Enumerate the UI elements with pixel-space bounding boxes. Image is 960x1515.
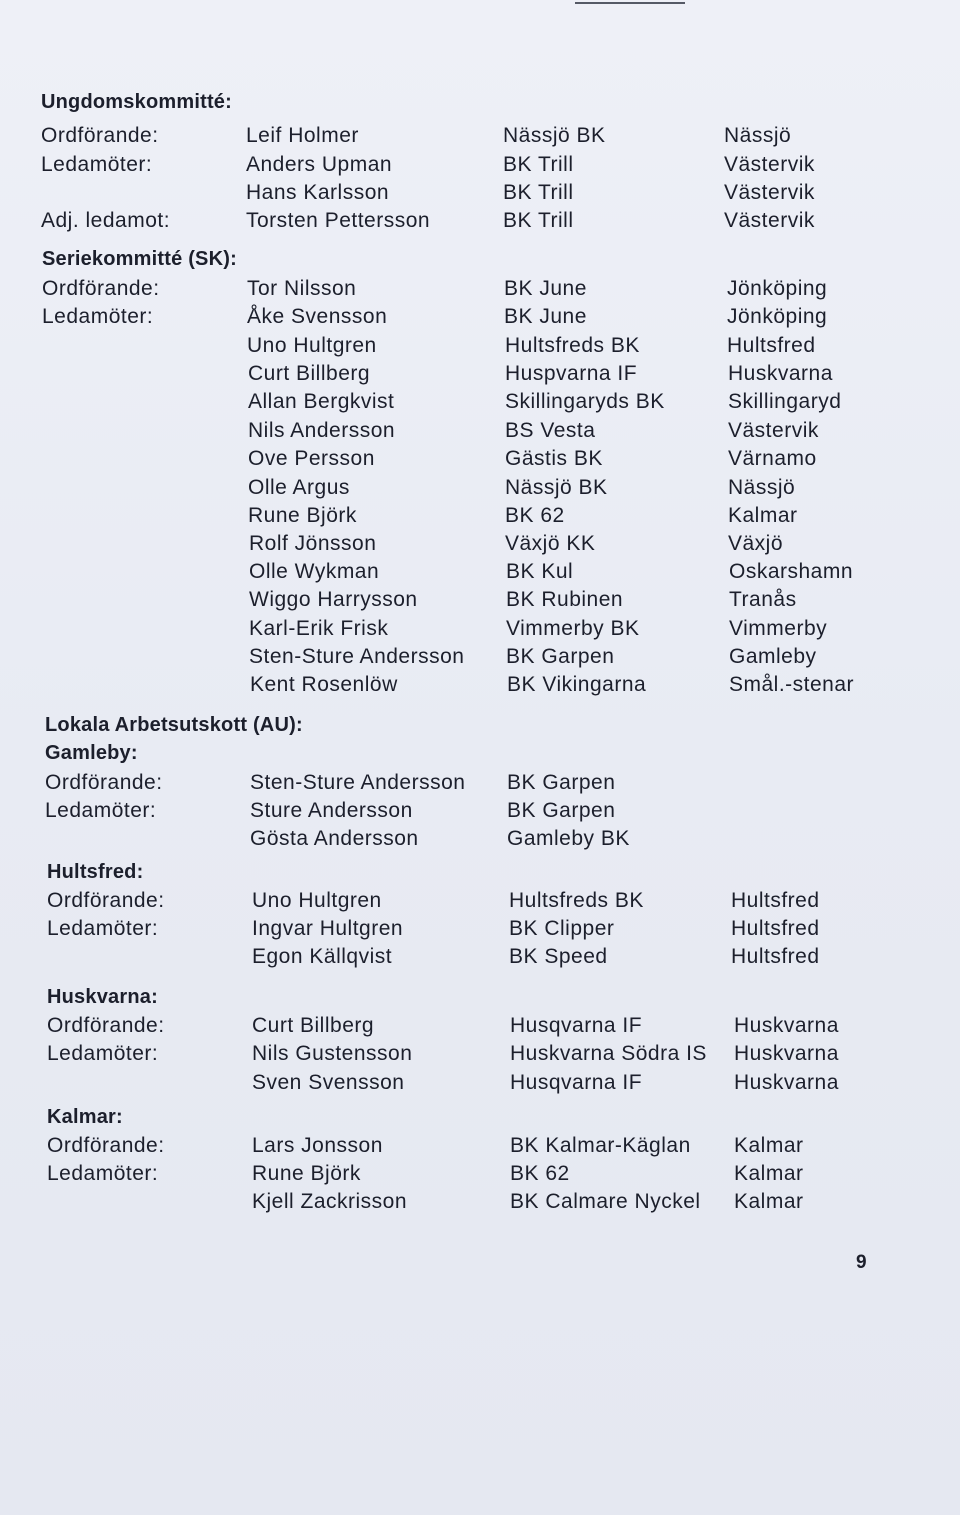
heading-kalmar: Kalmar: bbox=[47, 1106, 123, 1128]
name-cell: Tor Nilsson bbox=[247, 277, 357, 300]
table-row bbox=[0, 275, 960, 303]
table-row bbox=[0, 474, 960, 502]
name-cell: Torsten Pettersson bbox=[246, 209, 431, 232]
club-cell: Huskvarna Södra IS bbox=[510, 1042, 707, 1065]
club-cell: BK Calmare Nyckel bbox=[510, 1190, 701, 1213]
heading-hultsfred: Hultsfred: bbox=[47, 861, 144, 883]
table-row bbox=[0, 769, 960, 797]
name-cell: Allan Bergkvist bbox=[248, 390, 395, 413]
role-cell: Ledamöter: bbox=[41, 153, 153, 176]
name-cell: Wiggo Harrysson bbox=[249, 588, 418, 611]
club-cell: Husqvarna IF bbox=[510, 1071, 643, 1094]
city-cell: Kalmar bbox=[734, 1162, 804, 1185]
name-cell: Uno Hultgren bbox=[252, 889, 382, 912]
heading-lokala-arbetsutskott: Lokala Arbetsutskott (AU): bbox=[45, 714, 303, 736]
table-row bbox=[0, 643, 960, 671]
club-cell: Husqvarna IF bbox=[510, 1014, 643, 1037]
club-cell: BK 62 bbox=[505, 504, 565, 527]
club-cell: BK Trill bbox=[503, 153, 574, 176]
table-row bbox=[0, 1069, 960, 1097]
city-cell: Värnamo bbox=[728, 447, 817, 470]
name-cell: Kjell Zackrisson bbox=[252, 1190, 408, 1213]
city-cell: Oskarshamn bbox=[729, 560, 854, 583]
city-cell: Västervik bbox=[728, 419, 819, 442]
club-cell: BK Kalmar-Käglan bbox=[510, 1134, 691, 1157]
club-cell: BK Garpen bbox=[506, 645, 615, 668]
table-row bbox=[0, 797, 960, 825]
table-row bbox=[0, 887, 960, 915]
club-cell: BK Garpen bbox=[507, 771, 616, 794]
city-cell: Kalmar bbox=[734, 1190, 804, 1213]
club-cell: BK Rubinen bbox=[506, 588, 624, 611]
city-cell: Nässjö bbox=[724, 124, 792, 147]
club-cell: BK Clipper bbox=[509, 917, 615, 940]
name-cell: Uno Hultgren bbox=[247, 334, 377, 357]
table-row bbox=[0, 151, 960, 179]
city-cell: Hultsfred bbox=[731, 889, 820, 912]
city-cell: Tranås bbox=[729, 588, 797, 611]
city-cell: Skillingaryd bbox=[728, 390, 842, 413]
city-cell: Hultsfred bbox=[727, 334, 816, 357]
name-cell: Curt Billberg bbox=[248, 362, 371, 385]
role-cell: Ledamöter: bbox=[45, 799, 157, 822]
name-cell: Leif Holmer bbox=[246, 124, 359, 147]
club-cell: Gamleby BK bbox=[507, 827, 630, 850]
club-cell: BK Vikingarna bbox=[507, 673, 647, 696]
name-cell: Egon Källqvist bbox=[252, 945, 393, 968]
city-cell: Nässjö bbox=[728, 476, 796, 499]
name-cell: Sven Svensson bbox=[252, 1071, 405, 1094]
table-row bbox=[0, 207, 960, 235]
table-row bbox=[0, 179, 960, 207]
city-cell: Västervik bbox=[724, 209, 815, 232]
club-cell: Gästis BK bbox=[505, 447, 603, 470]
city-cell: Smål.-stenar bbox=[729, 673, 855, 696]
club-cell: BK 62 bbox=[510, 1162, 570, 1185]
role-cell: Ledamöter: bbox=[42, 305, 154, 328]
city-cell: Kalmar bbox=[734, 1134, 804, 1157]
table-row bbox=[0, 417, 960, 445]
city-cell: Huskvarna bbox=[728, 362, 833, 385]
table-row bbox=[0, 360, 960, 388]
club-cell: BK June bbox=[504, 305, 587, 328]
role-cell: Ordförande: bbox=[41, 124, 159, 147]
club-cell: BK Garpen bbox=[507, 799, 616, 822]
name-cell: Sten-Sture Andersson bbox=[249, 645, 465, 668]
city-cell: Huskvarna bbox=[734, 1071, 839, 1094]
role-cell: Adj. ledamot: bbox=[41, 209, 171, 232]
name-cell: Sten-Sture Andersson bbox=[250, 771, 466, 794]
city-cell: Jönköping bbox=[727, 305, 828, 328]
club-cell: BS Vesta bbox=[505, 419, 596, 442]
table-row bbox=[0, 1188, 960, 1216]
club-cell: BK Speed bbox=[509, 945, 608, 968]
club-cell: BK Kul bbox=[506, 560, 574, 583]
table-row bbox=[0, 615, 960, 643]
role-cell: Ledamöter: bbox=[47, 1042, 159, 1065]
club-cell: Hultsfreds BK bbox=[505, 334, 640, 357]
table-row bbox=[0, 586, 960, 614]
name-cell: Sture Andersson bbox=[250, 799, 413, 822]
club-cell: BK Trill bbox=[503, 209, 574, 232]
heading-ungdomskommitte: Ungdomskommitté: bbox=[41, 91, 232, 113]
table-row bbox=[0, 1132, 960, 1160]
club-cell: Vimmerby BK bbox=[506, 617, 640, 640]
table-row bbox=[0, 388, 960, 416]
table-row bbox=[0, 943, 960, 971]
name-cell: Rune Björk bbox=[248, 504, 357, 527]
name-cell: Rolf Jönsson bbox=[249, 532, 377, 555]
club-cell: Hultsfreds BK bbox=[509, 889, 644, 912]
name-cell: Nils Andersson bbox=[248, 419, 396, 442]
city-cell: Växjö bbox=[728, 532, 784, 555]
city-cell: Västervik bbox=[724, 181, 815, 204]
city-cell: Huskvarna bbox=[734, 1014, 839, 1037]
name-cell: Lars Jonsson bbox=[252, 1134, 383, 1157]
table-row bbox=[0, 530, 960, 558]
club-cell: Nässjö BK bbox=[503, 124, 606, 147]
club-cell: Huspvarna IF bbox=[505, 362, 638, 385]
club-cell: BK June bbox=[504, 277, 587, 300]
role-cell: Ordförande: bbox=[47, 1134, 165, 1157]
city-cell: Gamleby bbox=[729, 645, 817, 668]
role-cell: Ordförande: bbox=[42, 277, 160, 300]
name-cell: Kent Rosenlöw bbox=[250, 673, 398, 696]
city-cell: Huskvarna bbox=[734, 1042, 839, 1065]
table-row bbox=[0, 671, 960, 699]
table-row bbox=[0, 122, 960, 150]
table-row bbox=[0, 558, 960, 586]
club-cell: Växjö KK bbox=[505, 532, 596, 555]
club-cell: BK Trill bbox=[503, 181, 574, 204]
city-cell: Hultsfred bbox=[731, 917, 820, 940]
name-cell: Olle Argus bbox=[248, 476, 350, 499]
table-row bbox=[0, 303, 960, 331]
heading-gamleby: Gamleby: bbox=[45, 742, 138, 764]
city-cell: Jönköping bbox=[727, 277, 828, 300]
name-cell: Nils Gustensson bbox=[252, 1042, 413, 1065]
role-cell: Ordförande: bbox=[47, 889, 165, 912]
name-cell: Åke Svensson bbox=[247, 305, 388, 328]
name-cell: Rune Björk bbox=[252, 1162, 361, 1185]
club-cell: Skillingaryds BK bbox=[505, 390, 665, 413]
name-cell: Olle Wykman bbox=[249, 560, 380, 583]
table-row bbox=[0, 915, 960, 943]
club-cell: Nässjö BK bbox=[505, 476, 608, 499]
table-row bbox=[0, 1160, 960, 1188]
city-cell: Vimmerby bbox=[729, 617, 828, 640]
role-cell: Ordförande: bbox=[47, 1014, 165, 1037]
heading-huskvarna: Huskvarna: bbox=[47, 986, 158, 1008]
role-cell: Ledamöter: bbox=[47, 1162, 159, 1185]
name-cell: Ingvar Hultgren bbox=[252, 917, 404, 940]
role-cell: Ledamöter: bbox=[47, 917, 159, 940]
name-cell: Anders Upman bbox=[246, 153, 393, 176]
table-row bbox=[0, 1012, 960, 1040]
top-rule bbox=[575, 2, 685, 4]
name-cell: Karl-Erik Frisk bbox=[249, 617, 389, 640]
name-cell: Hans Karlsson bbox=[246, 181, 390, 204]
table-row bbox=[0, 825, 960, 853]
city-cell: Kalmar bbox=[728, 504, 798, 527]
table-row bbox=[0, 502, 960, 530]
role-cell: Ordförande: bbox=[45, 771, 163, 794]
name-cell: Gösta Andersson bbox=[250, 827, 419, 850]
name-cell: Ove Persson bbox=[248, 447, 375, 470]
table-row bbox=[0, 332, 960, 360]
city-cell: Västervik bbox=[724, 153, 815, 176]
page-number: 9 bbox=[856, 1252, 867, 1273]
name-cell: Curt Billberg bbox=[252, 1014, 375, 1037]
table-row bbox=[0, 1040, 960, 1068]
table-row bbox=[0, 445, 960, 473]
city-cell: Hultsfred bbox=[731, 945, 820, 968]
heading-seriekommitte: Seriekommitté (SK): bbox=[42, 248, 237, 270]
